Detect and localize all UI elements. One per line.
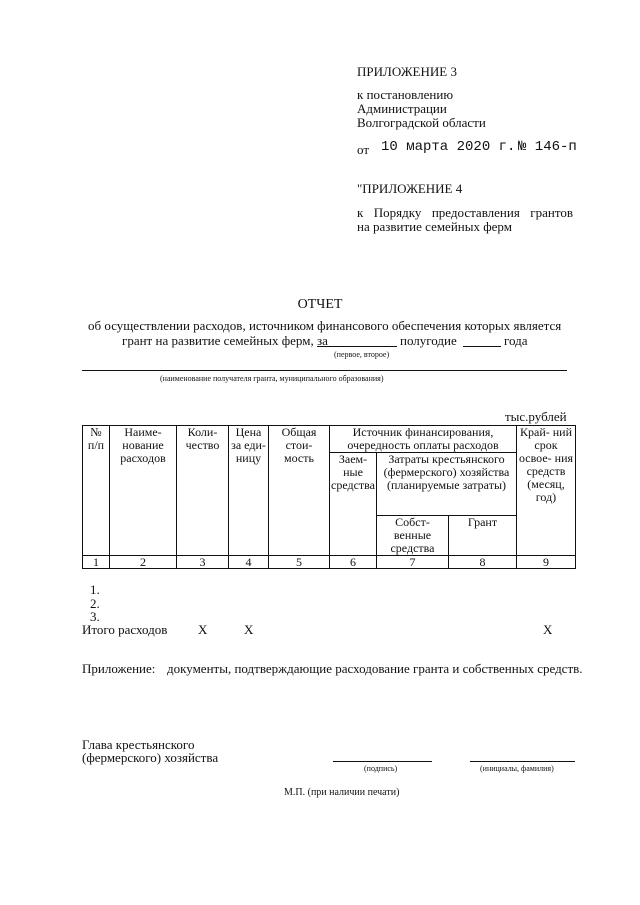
col-num-3: 3 — [177, 556, 229, 569]
header-grant: Грант — [449, 516, 517, 556]
appendix-4-label: "ПРИЛОЖЕНИЕ 4 — [357, 181, 463, 196]
header-price: Цена за еди- ницу — [229, 426, 269, 556]
header-qty: Коли- чество — [177, 426, 229, 556]
header-num: № п/п — [83, 426, 110, 556]
report-table — [82, 425, 576, 569]
report-subtitle-start: грант на развитие семейных ферм, за — [122, 333, 328, 348]
date-prefix: от — [357, 142, 370, 157]
col-num-6: 6 — [330, 556, 377, 569]
header-borrowed: Заем- ные средства — [330, 453, 377, 556]
list-item: 2. — [90, 596, 100, 611]
col-num-8: 8 — [449, 556, 517, 569]
col-num-4: 4 — [229, 556, 269, 569]
totals-label: Итого расходов — [82, 622, 168, 637]
resolution-line-3: Волгоградской области — [357, 115, 486, 130]
stamp-note: М.П. (при наличии печати) — [284, 787, 400, 798]
totals-deadline-x: X — [543, 622, 553, 637]
unit-label: тыс.рублей — [505, 409, 567, 424]
header-name: Наиме- нование расходов — [110, 426, 177, 556]
order-line-2: на развитие семейных ферм — [357, 219, 512, 234]
attachment-text: документы, подтверждающие расходование гранта и собственных средств. — [167, 661, 583, 676]
name-line — [470, 761, 575, 762]
column-number-row — [83, 556, 576, 569]
signature-line — [333, 761, 432, 762]
appendix-3-label: ПРИЛОЖЕНИЕ 3 — [357, 64, 457, 79]
recipient-hint: (наименование получателя гранта, муниципального образования) — [160, 374, 384, 383]
col-num-7: 7 — [377, 556, 449, 569]
list-item: 1. — [90, 582, 100, 597]
half-year-hint: (первое, второе) — [334, 350, 390, 359]
resolution-number: № 146-п — [518, 139, 577, 155]
signature-hint: (подпись) — [364, 764, 398, 773]
year-blank — [463, 346, 501, 347]
col-num-2: 2 — [110, 556, 177, 569]
col-num-1: 1 — [83, 556, 110, 569]
signatory-role-line-1: Глава крестьянского — [82, 737, 195, 752]
half-year-blank — [317, 346, 397, 347]
header-source: Источник финансирования, очередность оплаты расходов — [330, 426, 517, 453]
resolution-line-1: к постановлению — [357, 87, 454, 102]
report-title: ОТЧЕТ — [297, 297, 343, 312]
col-num-9: 9 — [517, 556, 576, 569]
report-subtitle-end: года — [504, 333, 528, 348]
resolution-date: 10 марта 2020 г. — [381, 139, 516, 155]
totals-qty-x: X — [198, 622, 208, 637]
report-subtitle-mid: полугодие — [400, 333, 457, 348]
report-subtitle-line-1: об осуществлении расходов, источником финансового обеспечения которых является — [88, 318, 562, 333]
recipient-line — [82, 370, 567, 371]
header-own-funds: Собст- венные средства — [377, 516, 449, 556]
attachment-label: Приложение: — [82, 661, 156, 676]
signatory-role-line-2: (фермерского) хозяйства — [82, 750, 219, 765]
totals-price-x: X — [244, 622, 254, 637]
header-deadline: Край- ний срок освое- ния средств (месяц, год) — [517, 426, 576, 556]
header-farm-costs: Затраты крестьянского (фермерского) хозяйства (планируемые затраты) — [377, 453, 517, 516]
order-line-1: к Порядку предоставления грантов — [357, 205, 573, 220]
col-num-5: 5 — [269, 556, 330, 569]
name-hint: (инициалы, фамилия) — [480, 764, 554, 773]
list-item: 3. — [90, 609, 100, 624]
resolution-line-2: Администрации — [357, 101, 447, 116]
header-total: Общая стои- мость — [269, 426, 330, 556]
